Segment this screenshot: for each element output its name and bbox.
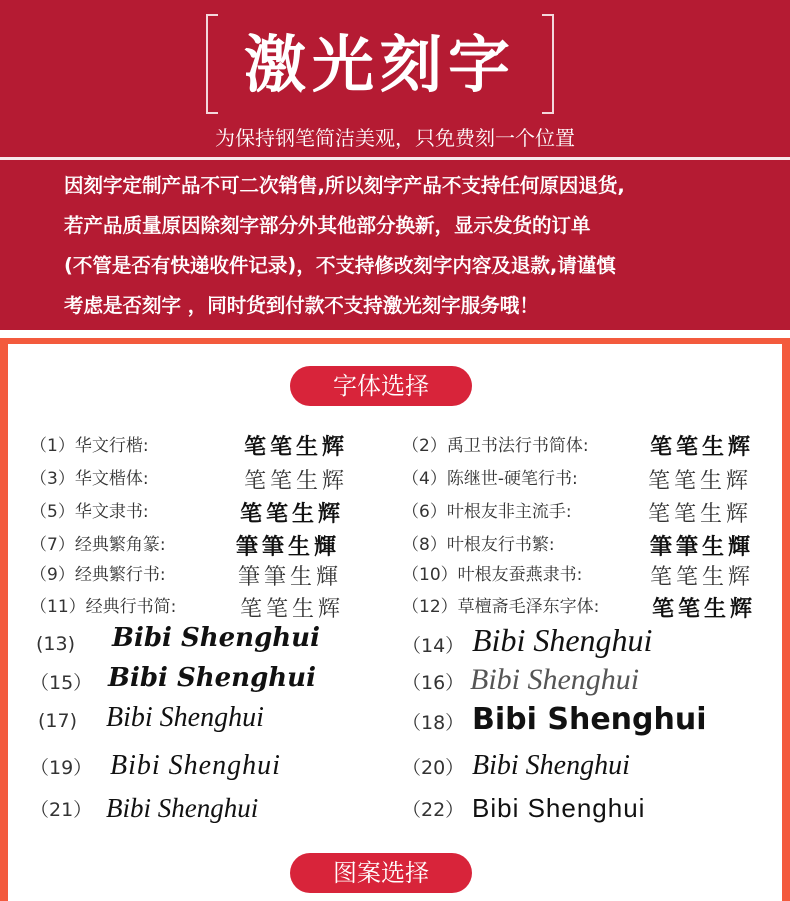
font-number: （2）	[402, 436, 447, 456]
font-sample: Bibi Shenghui	[472, 793, 646, 823]
font-number: （4）	[402, 469, 447, 489]
font-name: 华文隶书:	[74, 502, 149, 522]
font-number[interactable]: （15）	[30, 672, 93, 694]
font-number: （3）	[30, 469, 75, 489]
font-row[interactable]	[402, 467, 578, 491]
font-name: 经典行书简:	[85, 597, 177, 617]
font-number[interactable]: (17)	[38, 710, 78, 732]
page-title: 激光刻字	[243, 28, 516, 101]
font-number[interactable]: （19）	[30, 757, 93, 779]
font-sample: 筆筆生輝	[238, 565, 343, 590]
notice-text	[64, 166, 764, 326]
font-row[interactable]	[402, 500, 572, 524]
banner-gap	[0, 330, 790, 338]
font-number: （12）	[402, 597, 458, 617]
font-row[interactable]	[402, 434, 589, 458]
font-number[interactable]: （21）	[30, 799, 93, 821]
font-row[interactable]	[402, 533, 555, 557]
font-name: 叶根友行书繁:	[446, 535, 555, 555]
font-name: 陈继世-硬笔行书:	[446, 469, 578, 489]
font-row[interactable]	[402, 595, 599, 619]
font-row[interactable]	[30, 595, 176, 619]
font-number: （10）	[402, 565, 458, 585]
font-name: 经典繁角篆:	[74, 535, 166, 555]
font-sample: 笔笔生辉	[650, 565, 755, 590]
font-row[interactable]	[30, 533, 166, 557]
font-number: （1）	[30, 436, 75, 456]
font-row[interactable]	[30, 467, 149, 491]
font-name: 禹卫书法行书简体:	[446, 436, 589, 456]
font-sample: 筆筆生輝	[650, 534, 755, 560]
font-number: （5）	[30, 502, 75, 522]
font-sample: 笔笔生辉	[240, 501, 345, 527]
font-number: （6）	[402, 502, 447, 522]
font-sample: 笔笔生辉	[648, 469, 753, 494]
font-sample: Bibi Shenghui	[106, 793, 259, 823]
font-sample: 笔笔生辉	[650, 434, 755, 460]
subtitle: 为保持钢笔简洁美观，只免费刻一个位置	[215, 126, 575, 150]
notice-line: 考虑是否刻字 ，同时货到付款不支持激光刻字服务哦！	[64, 294, 539, 317]
font-row[interactable]	[402, 563, 582, 587]
font-sample: 笔笔生辉	[244, 469, 349, 494]
font-sample: 笔笔生辉	[244, 434, 349, 460]
font-number[interactable]: (13)	[36, 633, 76, 655]
font-number[interactable]: （14）	[402, 635, 465, 657]
font-row[interactable]	[30, 563, 166, 587]
section-fonts-heading: 字体选择	[290, 366, 472, 406]
font-sample: Bibi Shenghui	[106, 702, 264, 733]
font-row[interactable]	[30, 434, 149, 458]
top-banner	[0, 0, 790, 330]
font-sample: Bibi Shenghui	[470, 663, 640, 696]
font-sample: 笔笔生辉	[652, 596, 757, 622]
font-number[interactable]: （20）	[402, 757, 465, 779]
font-sample: Bibi Shenghui	[472, 750, 630, 781]
font-sample: 笔笔生辉	[648, 502, 753, 527]
font-name: 叶根友蚕燕隶书:	[457, 565, 583, 585]
notice-line: 若产品质量原因除刻字部分外其他部分换新，显示发货的订单	[64, 214, 591, 237]
divider	[0, 157, 790, 160]
font-number[interactable]: （16）	[402, 672, 465, 694]
section-patterns-heading: 图案选择	[290, 853, 472, 893]
font-number[interactable]: （18）	[402, 712, 465, 734]
font-sample: 笔笔生辉	[240, 597, 345, 622]
font-name: 华文楷体:	[74, 469, 149, 489]
font-number: （9）	[30, 565, 75, 585]
font-sample: Bibi Shenghui	[108, 663, 316, 693]
font-sample: Bibi Shenghui	[472, 622, 653, 658]
notice-line: (不管是否有快递收件记录)，不支持修改刻字内容及退款,请谨慎	[64, 254, 616, 277]
font-sample: Bibi Shenghui	[112, 623, 320, 653]
font-number: （7）	[30, 535, 75, 555]
font-sample: Bibi Shenghui	[472, 702, 707, 737]
font-number[interactable]: （22）	[402, 799, 465, 821]
font-name: 草檀斋毛泽东字体:	[457, 597, 600, 617]
notice-line: 因刻字定制产品不可二次销售,所以刻字产品不支持任何原因退货,	[64, 174, 625, 197]
font-number: （8）	[402, 535, 447, 555]
font-name: 经典繁行书:	[74, 565, 166, 585]
font-number: （11）	[30, 597, 86, 617]
font-sample: Bibi Shenghui	[110, 750, 281, 781]
font-name: 华文行楷:	[74, 436, 149, 456]
font-row[interactable]	[30, 500, 149, 524]
font-name: 叶根友非主流手:	[446, 502, 572, 522]
title-frame	[206, 14, 554, 120]
font-sample: 筆筆生輝	[236, 535, 341, 560]
